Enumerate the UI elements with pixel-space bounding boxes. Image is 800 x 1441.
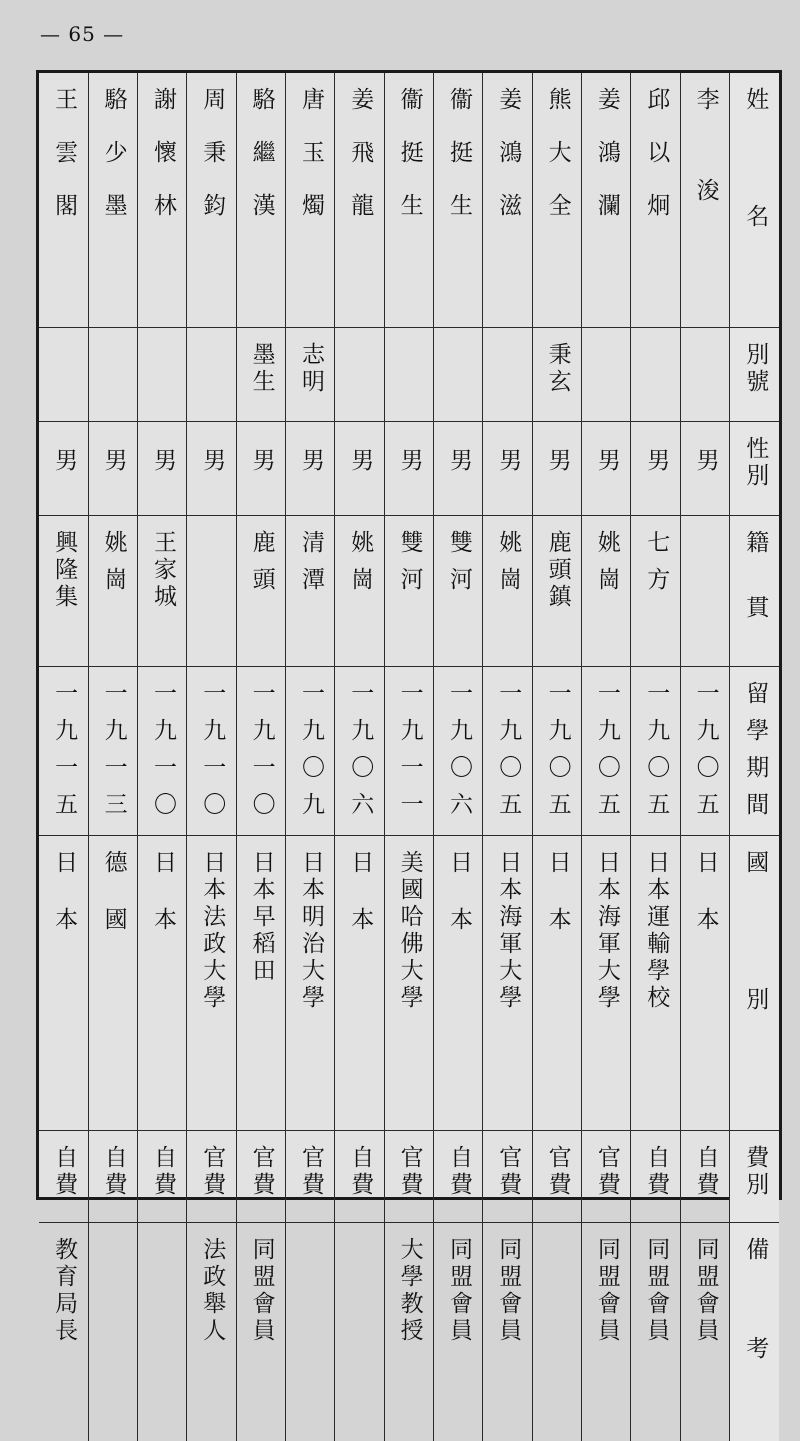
person-13-native: 姚崗: [88, 516, 137, 667]
person-11-fee: 官費: [187, 1131, 236, 1223]
person-8-fee: 自費: [335, 1131, 384, 1223]
person-3-fee: 官費: [582, 1131, 631, 1223]
person-6-native: 雙河: [434, 516, 483, 667]
page-number: — 65 —: [40, 22, 124, 46]
person-12-sex: 男: [138, 422, 187, 516]
person-14-fee: 自費: [39, 1131, 88, 1223]
person-10-name: 駱繼漢: [236, 73, 285, 328]
person-3-native: 姚崗: [582, 516, 631, 667]
person-8-country: 日本: [335, 836, 384, 1131]
person-2-native: 七方: [631, 516, 680, 667]
person-6-remark: 同盟會員: [434, 1223, 483, 1441]
person-3-name: 姜鴻瀾: [582, 73, 631, 328]
row-country: [39, 836, 779, 1131]
person-11-remark: 法政舉人: [187, 1223, 236, 1441]
person-2-country: 日本運輸學校: [631, 836, 680, 1131]
person-13-sex: 男: [88, 422, 137, 516]
person-2-name: 邱以炯: [631, 73, 680, 328]
person-11-native: [187, 516, 236, 667]
person-7-period: 一九一一: [384, 667, 433, 836]
person-4-period: 一九〇五: [532, 667, 581, 836]
header-name: 姓名: [730, 73, 779, 328]
person-7-remark: 大學教授: [384, 1223, 433, 1441]
person-4-alias: 秉玄: [532, 328, 581, 422]
person-1-native: [680, 516, 729, 667]
person-6-name: 衞挺生: [434, 73, 483, 328]
person-1-alias: [680, 328, 729, 422]
person-2-remark: 同盟會員: [631, 1223, 680, 1441]
person-6-alias: [434, 328, 483, 422]
person-5-alias: [483, 328, 532, 422]
person-1-period: 一九〇五: [680, 667, 729, 836]
header-period: 留學期間: [730, 667, 779, 836]
person-5-fee: 官費: [483, 1131, 532, 1223]
person-13-country: 德國: [88, 836, 137, 1131]
person-14-native: 興隆集: [39, 516, 88, 667]
person-6-sex: 男: [434, 422, 483, 516]
person-6-country: 日本: [434, 836, 483, 1131]
person-13-fee: 自費: [88, 1131, 137, 1223]
row-name: [39, 73, 779, 328]
person-6-period: 一九〇六: [434, 667, 483, 836]
person-12-period: 一九一〇: [138, 667, 187, 836]
person-9-period: 一九〇九: [286, 667, 335, 836]
person-9-alias: 志明: [286, 328, 335, 422]
row-remarks: [39, 1223, 779, 1441]
person-12-name: 謝懷林: [138, 73, 187, 328]
header-alias: 別號: [730, 328, 779, 422]
person-8-alias: [335, 328, 384, 422]
person-1-country: 日本: [680, 836, 729, 1131]
person-11-period: 一九一〇: [187, 667, 236, 836]
person-7-alias: [384, 328, 433, 422]
person-8-period: 一九〇六: [335, 667, 384, 836]
person-9-remark: [286, 1223, 335, 1441]
person-12-fee: 自費: [138, 1131, 187, 1223]
person-10-alias: 墨生: [236, 328, 285, 422]
person-5-country: 日本海軍大學: [483, 836, 532, 1131]
row-study-period: [39, 667, 779, 836]
person-7-native: 雙河: [384, 516, 433, 667]
person-2-period: 一九〇五: [631, 667, 680, 836]
person-1-name: 李浚: [680, 73, 729, 328]
header-fee: 費別: [730, 1131, 779, 1223]
person-14-alias: [39, 328, 88, 422]
person-6-fee: 自費: [434, 1131, 483, 1223]
header-country: 國別: [730, 836, 779, 1131]
person-3-sex: 男: [582, 422, 631, 516]
person-4-name: 熊大全: [532, 73, 581, 328]
header-remark: 備考: [730, 1223, 779, 1441]
person-7-sex: 男: [384, 422, 433, 516]
person-8-native: 姚崗: [335, 516, 384, 667]
person-2-fee: 自費: [631, 1131, 680, 1223]
person-14-remark: 教育局長: [39, 1223, 88, 1441]
person-10-country: 日本早稻田: [236, 836, 285, 1131]
person-10-sex: 男: [236, 422, 285, 516]
person-2-alias: [631, 328, 680, 422]
header-native: 籍貫: [730, 516, 779, 667]
person-12-country: 日本: [138, 836, 187, 1131]
person-9-name: 唐玉燭: [286, 73, 335, 328]
person-1-fee: 自費: [680, 1131, 729, 1223]
person-4-remark: [532, 1223, 581, 1441]
person-12-alias: [138, 328, 187, 422]
person-4-country: 日本: [532, 836, 581, 1131]
person-4-fee: 官費: [532, 1131, 581, 1223]
person-11-country: 日本法政大學: [187, 836, 236, 1131]
person-9-sex: 男: [286, 422, 335, 516]
person-4-sex: 男: [532, 422, 581, 516]
person-13-period: 一九一三: [88, 667, 137, 836]
person-10-period: 一九一〇: [236, 667, 285, 836]
person-11-name: 周秉鈞: [187, 73, 236, 328]
person-7-fee: 官費: [384, 1131, 433, 1223]
person-10-fee: 官費: [236, 1131, 285, 1223]
person-13-name: 駱少墨: [88, 73, 137, 328]
row-alias: [39, 328, 779, 422]
person-12-native: 王家城: [138, 516, 187, 667]
person-12-remark: [138, 1223, 187, 1441]
person-14-period: 一九一五: [39, 667, 88, 836]
person-7-name: 衞挺生: [384, 73, 433, 328]
person-14-name: 王雲閣: [39, 73, 88, 328]
person-11-alias: [187, 328, 236, 422]
person-9-country: 日本明治大學: [286, 836, 335, 1131]
person-1-sex: 男: [680, 422, 729, 516]
person-8-remark: [335, 1223, 384, 1441]
row-sex: [39, 422, 779, 516]
person-4-native: 鹿頭鎮: [532, 516, 581, 667]
person-3-period: 一九〇五: [582, 667, 631, 836]
person-8-name: 姜飛龍: [335, 73, 384, 328]
row-native-place: [39, 516, 779, 667]
person-9-fee: 官費: [286, 1131, 335, 1223]
person-14-sex: 男: [39, 422, 88, 516]
person-5-sex: 男: [483, 422, 532, 516]
person-1-remark: 同盟會員: [680, 1223, 729, 1441]
person-14-country: 日本: [39, 836, 88, 1131]
person-8-sex: 男: [335, 422, 384, 516]
person-5-name: 姜鴻滋: [483, 73, 532, 328]
person-5-remark: 同盟會員: [483, 1223, 532, 1441]
student-register-table: [36, 70, 782, 1200]
person-10-remark: 同盟會員: [236, 1223, 285, 1441]
person-13-remark: [88, 1223, 137, 1441]
person-7-country: 美國哈佛大學: [384, 836, 433, 1131]
person-3-remark: 同盟會員: [582, 1223, 631, 1441]
person-3-country: 日本海軍大學: [582, 836, 631, 1131]
person-5-native: 姚崗: [483, 516, 532, 667]
person-10-native: 鹿頭: [236, 516, 285, 667]
person-3-alias: [582, 328, 631, 422]
header-sex: 性別: [730, 422, 779, 516]
row-fee-type: [39, 1131, 779, 1223]
person-5-period: 一九〇五: [483, 667, 532, 836]
person-2-sex: 男: [631, 422, 680, 516]
person-11-sex: 男: [187, 422, 236, 516]
person-13-alias: [88, 328, 137, 422]
person-9-native: 清潭: [286, 516, 335, 667]
